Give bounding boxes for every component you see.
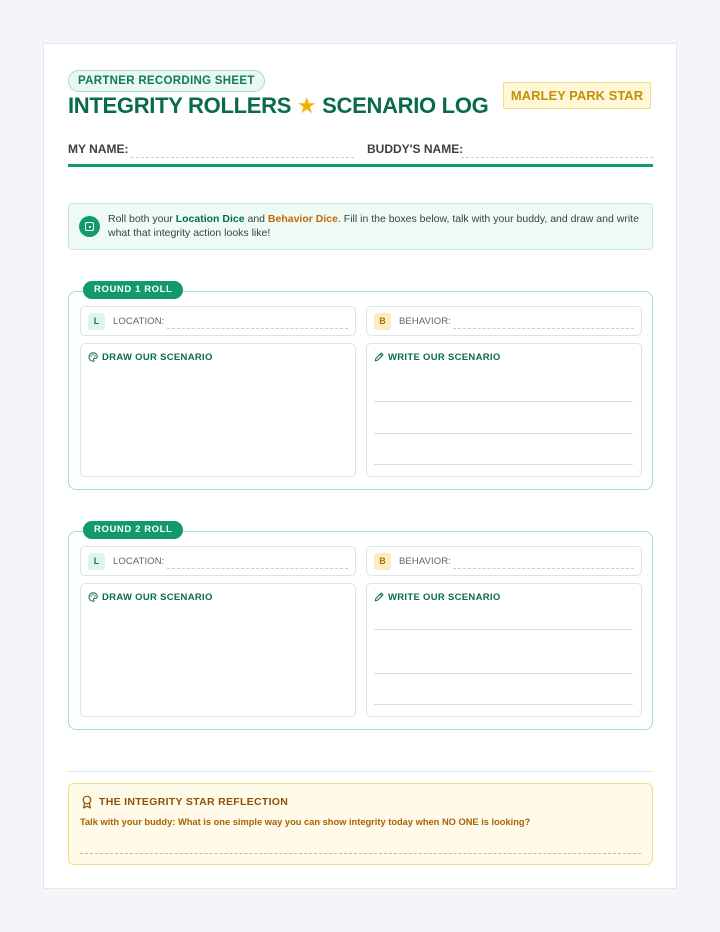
round-2-behavior-field[interactable]	[366, 546, 642, 576]
round-1-draw-box[interactable]	[80, 343, 356, 477]
pencil-icon	[374, 352, 384, 362]
star-icon: ★	[296, 93, 317, 118]
location-label: LOCATION:	[113, 316, 165, 327]
location-chip: L	[88, 553, 105, 570]
draw-label: DRAW OUR SCENARIO	[102, 352, 213, 363]
behavior-chip: B	[374, 553, 391, 570]
round-2-tab: ROUND 2 ROLL	[83, 521, 183, 539]
page-title	[68, 93, 488, 119]
writing-line	[374, 629, 633, 630]
writing-line	[374, 464, 633, 465]
round-1-location-field[interactable]	[80, 306, 356, 336]
location-dice-label: Location Dice	[175, 213, 245, 225]
reflection-answer-line[interactable]	[80, 853, 641, 854]
behavior-chip: B	[374, 313, 391, 330]
title-left: INTEGRITY ROLLERS	[68, 93, 292, 118]
buddy-name-label: BUDDY'S NAME:	[367, 142, 464, 156]
round-2-draw-box[interactable]	[80, 583, 356, 717]
my-name-label: MY NAME:	[68, 142, 129, 156]
round-1-tab: ROUND 1 ROLL	[83, 281, 183, 299]
palette-icon	[88, 592, 98, 602]
dice-icon	[79, 216, 100, 237]
section-divider	[68, 771, 653, 772]
round-1-write-box[interactable]	[366, 343, 642, 477]
school-badge: MARLEY PARK STAR	[503, 82, 651, 109]
writing-line	[374, 673, 633, 674]
behavior-label: BEHAVIOR:	[399, 316, 451, 327]
write-label: WRITE OUR SCENARIO	[388, 352, 501, 363]
round-1-behavior-field[interactable]	[366, 306, 642, 336]
award-icon	[81, 795, 93, 809]
reflection-box	[68, 783, 653, 865]
location-blank[interactable]	[167, 328, 348, 329]
behavior-blank[interactable]	[453, 568, 634, 569]
round-2-section	[68, 524, 653, 730]
pencil-icon	[374, 592, 384, 602]
location-chip: L	[88, 313, 105, 330]
round-1-section	[68, 284, 653, 490]
location-blank[interactable]	[167, 568, 348, 569]
write-label: WRITE OUR SCENARIO	[388, 592, 501, 603]
my-name-field[interactable]	[131, 157, 354, 158]
instructions-text: Roll both your Location Dice and Behavior Dice. Fill in the boxes below, talk with your buddy, and draw and write what that integrity action looks like!	[108, 213, 639, 239]
writing-line	[374, 704, 633, 705]
behavior-blank[interactable]	[453, 328, 634, 329]
writing-line	[374, 433, 633, 434]
writing-line	[374, 401, 633, 402]
draw-label: DRAW OUR SCENARIO	[102, 592, 213, 603]
reflection-question: Talk with your buddy: What is one simple way you can show integrity today when NO ONE is looking?	[80, 817, 531, 827]
round-2-write-box[interactable]	[366, 583, 642, 717]
round-2-location-field[interactable]	[80, 546, 356, 576]
location-label: LOCATION:	[113, 556, 165, 567]
reflection-title: THE INTEGRITY STAR REFLECTION	[99, 796, 289, 808]
behavior-label: BEHAVIOR:	[399, 556, 451, 567]
palette-icon	[88, 352, 98, 362]
header-divider	[68, 164, 653, 167]
instructions-box	[68, 203, 653, 250]
buddy-name-field[interactable]	[461, 157, 653, 158]
sheet-type-badge: PARTNER RECORDING SHEET	[68, 70, 265, 92]
behavior-dice-label: Behavior Dice	[267, 213, 338, 225]
worksheet-page	[43, 43, 677, 889]
title-right: SCENARIO LOG	[322, 93, 489, 118]
